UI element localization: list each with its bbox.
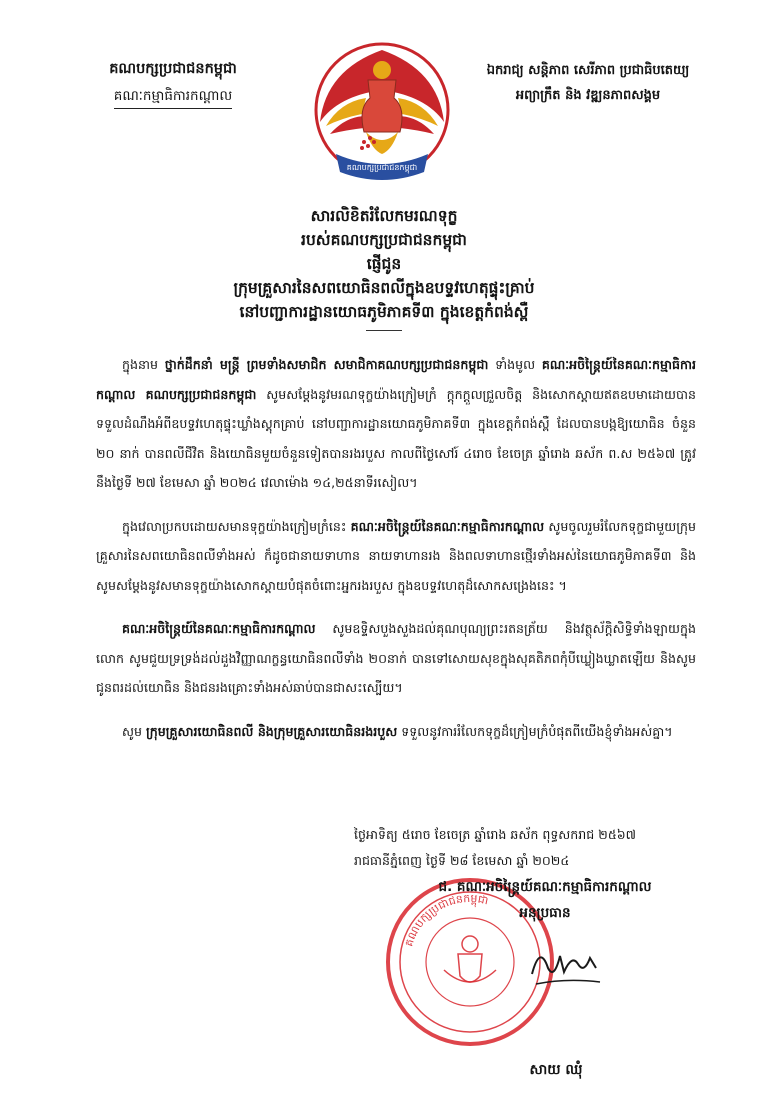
paragraph-2 <box>96 512 696 601</box>
body-text-span: ទទួលនូវការរំលែកទុក្ខដ៏ក្រៀមក្រំបំផុតពីយើងខ្ញុំទាំងអស់គ្នា។ <box>397 723 673 739</box>
body-text-span: ទាំងមូល <box>488 357 542 372</box>
body-text-span: សូមសម្តែងនូវមរណទុក្ខយ៉ាងក្រៀមក្រំ ក្តុកក្តួលជ្រួលចិត្ត និងសោកស្តាយឥតឧបមាដោយបានទទួលដំណឹងអំពីឧបទ្ទវហេតុផ្ទុះឃ្លាំងស្តុកគ្រាប់ នៅបញ្ជាការដ្ឋានយោធភូមិភាគទី៣ ក្នុងខេត្តកំពង់ស្ពឺ ដែលបានបង្កឱ្យយោធិន ចំនួន ២០ នាក់ បានពលីជីវិត និងយោធិនមួយចំនួនទៀតបានរងរបួស កាលពីថ្ងៃសៅរ៍ ៤រោច ខែចេត្រ ឆ្នាំរោង ឆស័ក ព.ស ២៥៦៧ ត្រូវនឹងថ្ងៃទី ២៧ ខែមេសា ឆ្នាំ ២០២៤ វេលាម៉ោង ១៤,២៥នាទីរសៀល។ <box>96 386 696 490</box>
letter-title-2: របស់គណបក្សប្រជាជនកម្ពុជា <box>301 231 467 249</box>
letter-title-4: ក្រុមគ្រួសារនៃសពយោធិនពលីក្នុងឧបទ្ទវហេតុផ្ទុះគ្រាប់ <box>233 279 535 297</box>
party-header-left <box>58 60 288 109</box>
motto-line-2: អព្យាក្រឹត និង វឌ្ឍនភាពសង្គម <box>515 88 661 103</box>
motto-line-1: ឯករាជ្យ សន្តិភាព សេរីភាព ប្រជាធិបតេយ្យ <box>486 63 690 78</box>
letter-title-1: សារលិខិតរំលែកមរណទុក្ខ <box>310 207 458 225</box>
emphasized-text: ថ្នាក់ដឹកនាំ មន្ត្រី ព្រមទាំងសមាជិក សមាជិកាគណបក្សប្រជាជនកម្ពុជា <box>164 357 489 372</box>
signature-block <box>390 874 700 926</box>
paragraph-1 <box>96 350 696 498</box>
emphasized-text: គណៈអចិន្ត្រៃយ៍នៃគណៈកម្មាធិការកណ្តាល <box>350 518 545 534</box>
body-text-span: ក្នុងវេលាប្រកបដោយសមានទុក្ខយ៉ាងក្រៀមក្រំនេះ <box>122 518 351 534</box>
paragraph-4 <box>96 717 696 747</box>
body-text-span: ក្នុងនាម <box>122 357 165 372</box>
emphasized-text: ក្រុមគ្រួសារយោធិនពលី និងក្រុមគ្រួសារយោធិនរងរបួស <box>146 723 398 739</box>
date-block <box>354 822 694 874</box>
letter-title-5: នៅបញ្ជាការដ្ឋានយោធភូមិភាគទី៣ ក្នុងខេត្តកំពង់ស្ពឺ <box>239 303 529 321</box>
body-text-span: សូមឧទ្ទិសបួងសួងដល់គុណបុណ្យព្រះរតនត្រ័យ និងវត្ថុស័ក្តិសិទ្ធិទាំងឡាយក្នុងលោក សូមជួយទ្រទ្រង់ដល់ដួងវិញ្ញាណក្ខន្ធយោធិនពលីទាំង ២០នាក់ បានទៅសោយសុខក្នុងសុគតិភពកុំបីឃ្លៀងឃ្លាតឡើយ និងសូមជូនពរដល់យោធិន និងជនរងគ្រោះទាំងអស់ឆាប់បានជាសះស្បើយ។ <box>96 621 696 695</box>
kingdom-motto-header <box>448 62 728 106</box>
signer-name: សាយ ឈុំ <box>529 1062 583 1078</box>
cpp-party-logo <box>306 36 458 194</box>
emphasized-text: គណៈអចិន្ត្រៃយ៍នៃគណៈកម្មាធិការកណ្តាល គណបក្សប្រជាជនកម្ពុជា <box>96 357 696 402</box>
committee-name: គណៈកម្មាធិការកណ្តាល <box>114 87 233 109</box>
handwritten-signature <box>526 934 606 994</box>
paragraph-3 <box>96 614 696 703</box>
emphasized-text: គណៈអចិន្ត្រៃយ៍នៃគណៈកម្មាធិការកណ្តាល <box>122 621 316 636</box>
signer-role: អនុប្រធាន <box>519 905 571 921</box>
logo-banner-text: គណបក្សប្រជាជនកម្ពុជា <box>346 163 418 172</box>
solar-date: រាជធានីភ្នំពេញ ថ្ងៃទី ២៨ ខែមេសា ឆ្នាំ ២០២៤ <box>354 853 570 868</box>
letter-title-block <box>100 204 668 331</box>
party-name: គណបក្សប្រជាជនកម្ពុជា <box>109 61 237 77</box>
seal-ring-text: គណបក្សប្រជាជនកម្ពុជា <box>402 891 490 949</box>
party-logo-icon <box>306 36 458 194</box>
on-behalf-of: ជ. គណៈអចិន្ត្រៃយ៍គណៈកម្មាធិការកណ្តាល <box>438 879 652 895</box>
letter-title-3: ផ្ញើជូន <box>366 255 402 273</box>
lunar-date: ថ្ងៃអាទិត្យ ៥រោច ខែចេត្រ ឆ្នាំរោង ឆស័ក ពុទ្ធសករាជ ២៥៦៧ <box>354 827 636 842</box>
signature-scribble-icon <box>526 934 606 994</box>
body-text-span: សូម <box>122 723 146 739</box>
title-divider <box>366 330 402 331</box>
letter-body <box>96 350 696 760</box>
body-text-span: សូមចូលរួមរំលែកទុក្ខជាមួយក្រុមគ្រួសារនៃសពយោធិនពលីទាំងអស់ ក៏ដូចជានាយទាហាន នាយទាហានរង និងពលទាហានថ្មើរទាំងអស់នៃយោធភូមិភាគទី៣ និងសូមសម្តែងនូវសមានទុក្ខយ៉ាងសោកស្តាយបំផុតចំពោះអ្នករងរបួស ក្នុងឧបទ្ទវហេតុដ៏សោកសង្រេងនេះ ។ <box>96 518 696 593</box>
